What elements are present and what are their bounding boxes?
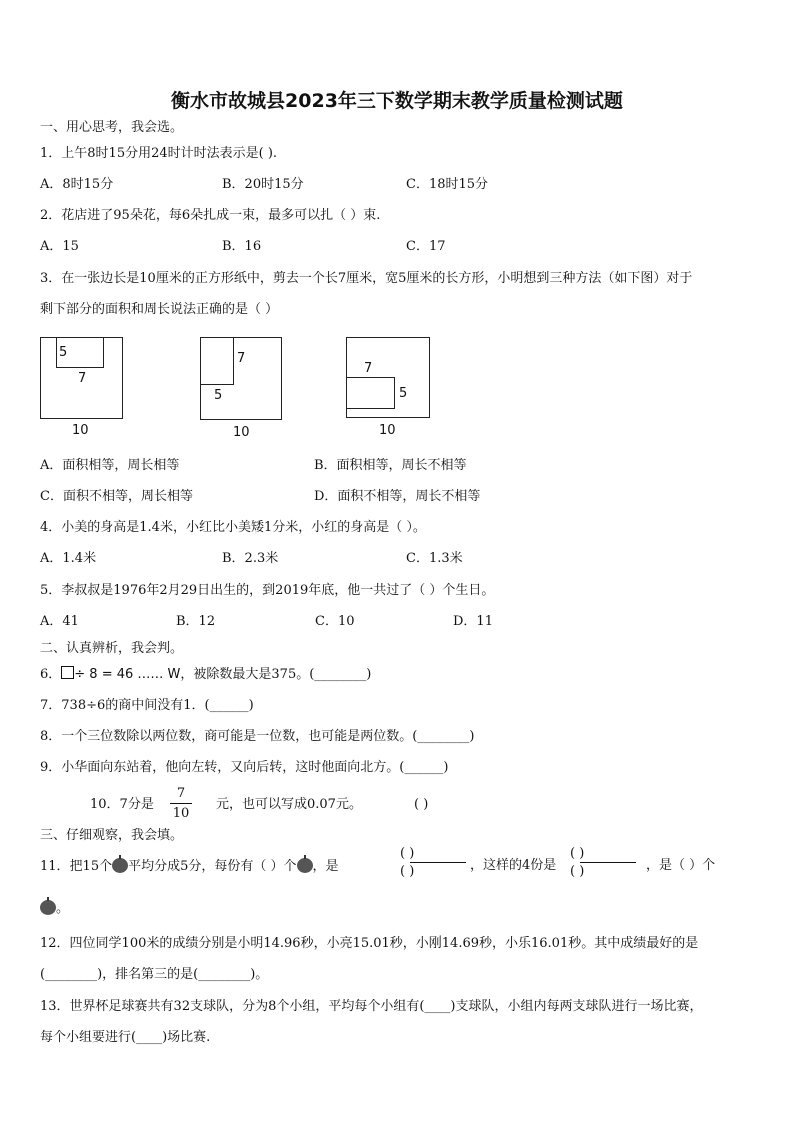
q3-option-c: C．面积不相等，周长相等	[40, 489, 193, 504]
question-10-rest: 元，也可以写成0.07元。	[216, 797, 362, 812]
question-5: 5．李叔叔是1976年2月29日出生的，到2019年底，他一共过了（ ）个生日。	[40, 583, 495, 598]
figure-1-width-label: 5	[59, 345, 68, 360]
q4-option-a: A．1.4米	[40, 551, 97, 566]
q2-option-c: C．17	[406, 239, 446, 254]
question-9: 9．小华面向东站着，他向左转，又向后转，这时他面向北方。(______)	[40, 760, 449, 775]
question-6-rest: ，被除数最大是375。(________)	[180, 667, 372, 682]
q4-option-b: B．2.3米	[222, 551, 279, 566]
apple-icon	[112, 858, 128, 873]
page-title: 衡水市故城县2023年三下数学期末教学质量检测试题	[171, 90, 623, 112]
figure-1-length-label: 7	[78, 371, 87, 386]
question-7: 7．738÷6的商中间没有1．(______)	[40, 698, 254, 713]
question-11-part-1	[40, 858, 339, 875]
question-11-text-c: ，是	[312, 859, 339, 874]
blank-box-icon	[61, 666, 74, 679]
question-6-number: 6．	[40, 667, 62, 682]
question-11-fraction-1	[400, 846, 466, 879]
q5-option-a: A．41	[40, 614, 79, 629]
q2-option-a: A．15	[40, 239, 79, 254]
question-12-line-1: 12．四位同学100米的成绩分别是小明14.96秒，小亮15.01秒，小刚14.69秒，小乐16.01秒。其中成绩最好的是	[40, 936, 699, 951]
q1-option-a: A．8时15分	[40, 177, 114, 192]
question-12-line-2: (________)，排名第三的是(________)。	[40, 967, 269, 982]
figure-3-length-label: 7	[364, 361, 373, 376]
fraction-2-denominator: ( )	[570, 864, 585, 879]
fraction-2-numerator: ( )	[570, 846, 585, 861]
question-1: 1．上午8时15分用24时计时法表示是( ).	[40, 146, 278, 161]
question-8: 8．一个三位数除以两位数，商可能是一位数，也可能是两位数。(________)	[40, 729, 475, 744]
question-11-text-a: 11．把15个	[40, 859, 113, 874]
question-11-fraction-2	[570, 846, 636, 879]
question-13-line-1: 13．世界杯足球赛共有32支球队，分为8个小组，平均每个小组有(____)支球队，小组内每两支球队进行一场比赛，	[40, 999, 703, 1014]
fraction-numerator: 7	[176, 786, 186, 801]
q3-option-b: B．面积相等，周长不相等	[314, 458, 467, 473]
section-2-heading: 二、认真辨析，我会判。	[40, 641, 184, 656]
q3-option-d: D．面积不相等，周长不相等	[314, 489, 481, 504]
question-11-text-d: ，这样的4份是	[470, 858, 557, 873]
figure-2-side-label: 10	[233, 425, 250, 440]
question-2: 2．花店进了95朵花，每6朵扎成一束，最多可以扎（ ）束.	[40, 208, 381, 223]
figure-3	[346, 337, 436, 441]
question-6-expression: ÷ 8 = 46 …… W	[74, 667, 181, 682]
q5-option-c: C．10	[315, 614, 355, 629]
q3-option-a: A．面积相等，周长相等	[40, 458, 180, 473]
question-10-fraction	[170, 786, 192, 821]
question-10-prefix: 10．7分是	[90, 797, 154, 812]
question-11-text-e: ，是（ ）个	[646, 858, 716, 873]
figure-3-side-label: 10	[379, 423, 396, 438]
figure-1	[40, 337, 130, 437]
question-11-period: 。	[56, 901, 70, 916]
fraction-denominator: 10	[172, 806, 190, 821]
fraction-1-numerator: ( )	[400, 846, 415, 861]
question-11-text-b: 平均分成5分，每份有（ ）个	[128, 859, 297, 874]
figure-2-width-label: 5	[214, 388, 223, 403]
figure-2-cut-rect	[200, 337, 234, 385]
fraction-1-denominator: ( )	[400, 864, 415, 879]
figure-3-width-label: 5	[399, 386, 408, 401]
q5-option-d: D．11	[453, 614, 493, 629]
question-3-line-1: 3．在一张边长是10厘米的正方形纸中，剪去一个长7厘米，宽5厘米的长方形，小明想到三种方法（如下图）对于	[40, 271, 693, 286]
q5-option-b: B．12	[176, 614, 216, 629]
question-3-line-2: 剩下部分的面积和周长说法正确的是（ ）	[40, 302, 279, 317]
question-13-line-2: 每个小组要进行(____)场比赛.	[40, 1030, 211, 1045]
figure-3-cut-rect	[346, 377, 395, 409]
figure-2-length-label: 7	[237, 351, 246, 366]
figure-2	[200, 337, 290, 441]
apple-icon	[40, 900, 56, 915]
q4-option-c: C．1.3米	[406, 551, 463, 566]
question-4: 4．小美的身高是1.4米，小红比小美矮1分米，小红的身高是（ ）。	[40, 520, 426, 535]
section-1-heading: 一、用心思考，我会选。	[40, 120, 184, 135]
question-6	[40, 666, 371, 683]
question-11-tail	[40, 900, 69, 917]
q1-option-c: C．18时15分	[406, 177, 489, 192]
question-10-answer-blank: ( )	[414, 797, 429, 812]
section-3-heading: 三、仔细观察，我会填。	[40, 828, 184, 843]
apple-icon	[297, 858, 313, 873]
figure-1-side-label: 10	[72, 423, 89, 438]
q1-option-b: B．20时15分	[222, 177, 304, 192]
q2-option-b: B．16	[222, 239, 262, 254]
